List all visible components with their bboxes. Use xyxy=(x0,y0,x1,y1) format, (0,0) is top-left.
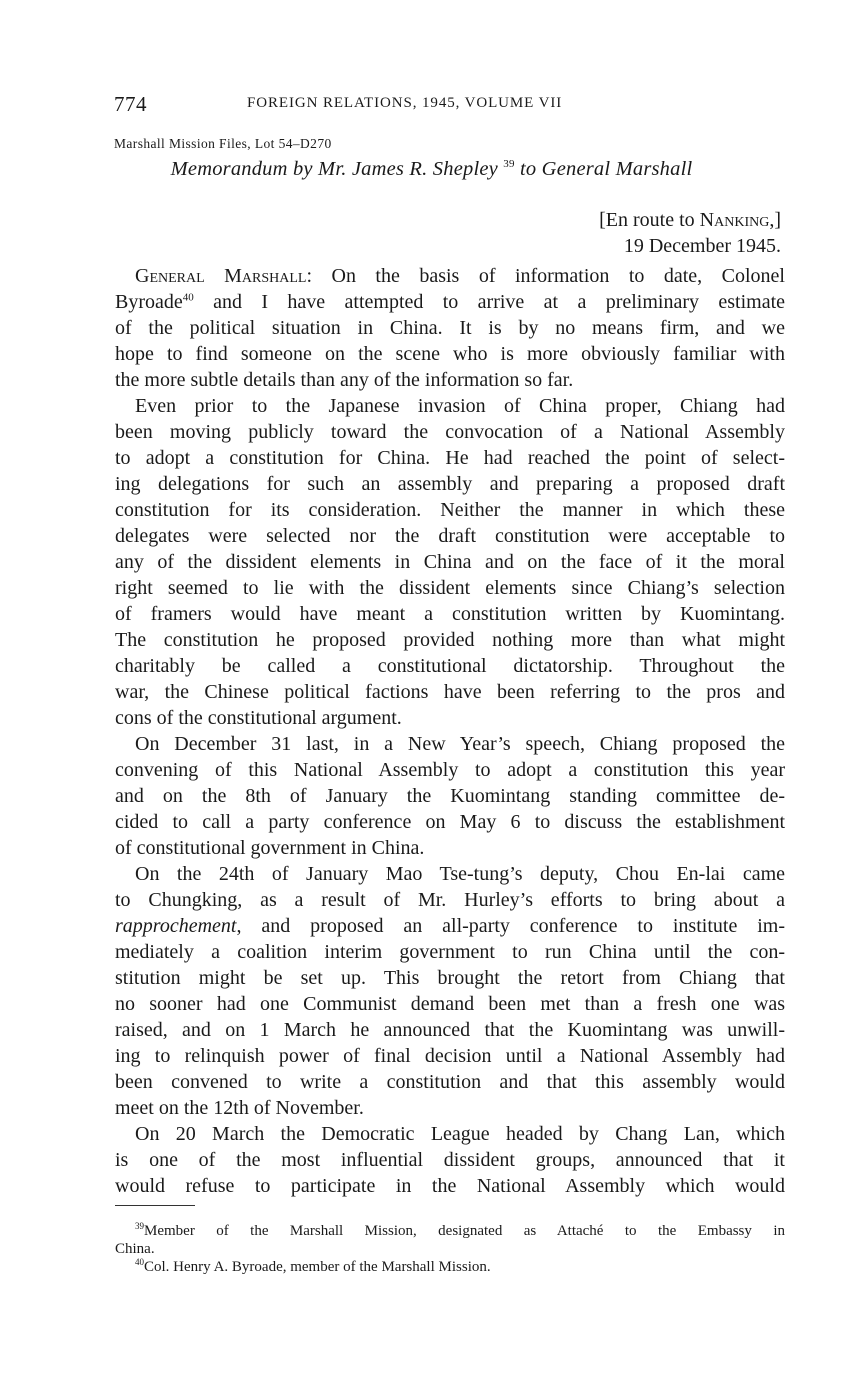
document-title-end: to General Marshall xyxy=(520,158,693,180)
paragraph-2-line: charitably be called a constitutional dictatorship. Throughout the xyxy=(115,655,785,677)
page-number: 774 xyxy=(114,92,147,116)
footnote-number: 39 xyxy=(135,1221,144,1231)
paragraph-4-line: stitution might be set up. This brought the retort from Chiang that xyxy=(115,967,785,989)
file-reference: Marshall Mission Files, Lot 54–D270 xyxy=(114,136,332,151)
paragraph-4-line: rapprochement, and proposed an all-party conference to institute im- xyxy=(115,915,785,937)
paragraph-4-line: mediately a coalition interim government to run China until the con- xyxy=(115,941,785,963)
paragraph-2-line: delegates were selected nor the draft constitution were acceptable to xyxy=(115,525,785,547)
paragraph-3-line: cided to call a party conference on May 6 to discuss the establishment xyxy=(115,811,785,833)
paragraph-2-line: any of the dissident elements in China and on the face of it the moral xyxy=(115,551,785,573)
paragraph-2-line: cons of the constitutional argument. xyxy=(115,707,402,729)
paragraph-4-line: no sooner had one Communist demand been met than a fresh one was xyxy=(115,993,785,1015)
footnote-number: 40 xyxy=(135,1257,144,1267)
paragraph-2-line: been moving publicly toward the convocation of a National Assembly xyxy=(115,421,785,443)
paragraph-2-line: Even prior to the Japanese invasion of China proper, Chiang had xyxy=(135,395,785,417)
paragraph-4-line: On the 24th of January Mao Tse-tung’s deputy, Chou En-lai came xyxy=(135,863,785,885)
running-title: FOREIGN RELATIONS, 1945, VOLUME VII xyxy=(247,95,563,111)
paragraph-4-line: raised, and on 1 March he announced that the Kuomintang was unwill- xyxy=(115,1019,785,1041)
paragraph-2-line: The constitution he proposed provided nothing more than what might xyxy=(115,629,785,651)
document-title xyxy=(0,158,863,181)
running-header xyxy=(114,92,784,118)
footnote-ref-39: 39 xyxy=(503,158,515,171)
document-title-main: Memorandum by Mr. James R. Shepley xyxy=(170,158,498,180)
paragraph-1-line: General Marshall: On the basis of information to date, Colonel xyxy=(135,265,785,287)
paragraph-5-line: On 20 March the Democratic League headed by Chang Lan, which xyxy=(135,1123,785,1145)
paragraph-4-line: been convened to write a constitution and that this assembly would xyxy=(115,1071,785,1093)
paragraph-3-line: of constitutional government in China. xyxy=(115,837,425,859)
paragraph-4-line: to Chungking, as a result of Mr. Hurley’s efforts to bring about a xyxy=(115,889,785,911)
paragraph-2-line: ing delegations for such an assembly and preparing a proposed draft xyxy=(115,473,785,495)
dateline-date: 19 December 1945. xyxy=(623,235,781,257)
paragraph-3-line: convening of this National Assembly to adopt a constitution this year xyxy=(115,759,785,781)
paragraph-3-line: On December 31 last, in a New Year’s speech, Chiang proposed the xyxy=(135,733,785,755)
paragraph-1-line: hope to find someone on the scene who is more obviously familiar with xyxy=(115,343,785,365)
paragraph-5-line: is one of the most influential dissident groups, announced that it xyxy=(115,1149,785,1171)
dateline-place xyxy=(599,207,781,233)
footnote-39-cont: China. xyxy=(115,1241,155,1257)
paragraph-1-line: the more subtle details than any of the information so far. xyxy=(115,369,574,391)
footnote-39: $^{39}$Member of the Marshall Mission, designated as Attaché to the Embassy in xyxy=(135,1221,785,1239)
italic-term: rapprochement xyxy=(115,915,237,937)
paragraph-2-line: of framers would have meant a constitution written by Kuomintang. xyxy=(115,603,785,625)
paragraph-1-line: Byroade$^{40}$ and I have attempted to arrive at a preliminary estimate xyxy=(115,291,786,313)
footnote-ref-40: 40 xyxy=(182,291,194,304)
paragraph-4-line: ing to relinquish power of final decision until a National Assembly had xyxy=(115,1045,785,1067)
dateline-city: Nanking,] xyxy=(699,209,781,231)
paragraph-2-line: right seemed to lie with the dissident elements since Chiang’s selection xyxy=(115,577,785,599)
dateline-prefix: [En route to xyxy=(599,209,695,231)
footnote-40: $^{40}$Col. Henry A. Byroade, member of the Marshall Mission. xyxy=(135,1257,491,1275)
paragraph-5-line: would refuse to participate in the National Assembly which would xyxy=(115,1175,785,1197)
salutation: General Marshall: xyxy=(135,265,313,287)
paragraph-3-line: and on the 8th of January the Kuomintang standing committee de- xyxy=(115,785,785,807)
paragraph-2-line: constitution for its consideration. Neither the manner in which these xyxy=(115,499,785,521)
footnote-divider xyxy=(115,1205,195,1206)
paragraph-2-line: war, the Chinese political factions have been referring to the pros and xyxy=(115,681,785,703)
paragraph-1-line: of the political situation in China. It is by no means firm, and we xyxy=(115,317,785,339)
paragraph-4-line: meet on the 12th of November. xyxy=(115,1097,364,1119)
paragraph-2-line: to adopt a constitution for China. He had reached the point of select- xyxy=(115,447,785,469)
